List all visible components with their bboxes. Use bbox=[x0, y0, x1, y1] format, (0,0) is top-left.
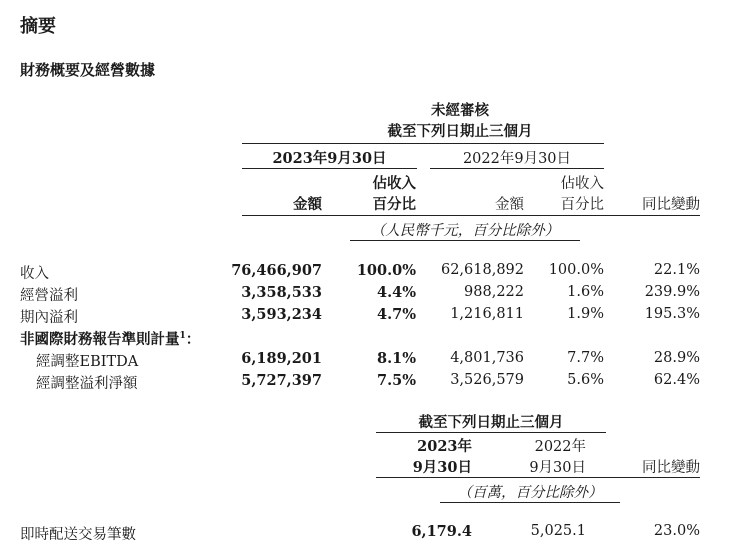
date-2022-rule bbox=[430, 168, 604, 169]
col-amount-2022: 金額 bbox=[495, 197, 524, 213]
amount-2023: 6,189,201 bbox=[241, 350, 322, 367]
pct-2022: 5.6% bbox=[567, 372, 604, 388]
amount-2022: 3,526,579 bbox=[450, 372, 524, 388]
table2-columns-rule bbox=[376, 477, 700, 478]
header-unaudited: 未經審核 bbox=[431, 102, 489, 119]
row-label: 期內溢利 bbox=[20, 310, 78, 326]
pct-2023: 7.5% bbox=[376, 372, 416, 389]
pct-2023: 4.4% bbox=[376, 284, 416, 301]
date-2023-rule bbox=[242, 168, 417, 169]
col-pct-2023-line1: 佔收入 bbox=[372, 175, 416, 192]
yoy: 239.9% bbox=[644, 284, 700, 300]
header-rule bbox=[242, 143, 604, 144]
col-pct-2022-line1: 佔收入 bbox=[560, 176, 604, 192]
amount-2022: 62,618,892 bbox=[440, 262, 524, 278]
section-title: 摘要 bbox=[20, 16, 56, 37]
table2-date-2022-line1: 2022年 bbox=[534, 439, 586, 455]
yoy: 28.9% bbox=[653, 350, 700, 366]
amount-2022: 4,801,736 bbox=[450, 350, 524, 366]
yoy: 23.0% bbox=[653, 523, 700, 539]
table2-header-period: 截至下列日期止三個月 bbox=[418, 414, 564, 431]
section-subtitle: 財務概要及經營數據 bbox=[20, 61, 156, 79]
row-label: 經調整EBITDA bbox=[36, 354, 139, 370]
amount-2023: 3,593,234 bbox=[241, 306, 322, 323]
table2-date-2023-line1: 2023年 bbox=[417, 438, 472, 455]
unit-note-rule bbox=[350, 240, 580, 241]
amount-2022: 1,216,811 bbox=[450, 306, 524, 322]
yoy: 22.1% bbox=[653, 262, 700, 278]
table2-date-2023-line2: 9月30日 bbox=[412, 459, 472, 476]
col-yoy: 同比變動 bbox=[642, 197, 700, 213]
pct-2023: 4.7% bbox=[376, 306, 416, 323]
pct-2022: 1.9% bbox=[567, 306, 604, 322]
amount-2023: 76,466,907 bbox=[231, 262, 322, 279]
row-label: 經營溢利 bbox=[20, 288, 78, 304]
row-label: 收入 bbox=[20, 266, 49, 282]
table2-date-2022-line2: 9月30日 bbox=[529, 460, 586, 476]
table2-col-yoy: 同比變動 bbox=[642, 460, 700, 476]
col-pct-2022-line2: 百分比 bbox=[560, 197, 604, 213]
yoy: 62.4% bbox=[653, 372, 700, 388]
amount-2023: 5,727,397 bbox=[241, 372, 322, 389]
unit-note: （人民幣千元，百分比除外） bbox=[370, 223, 560, 239]
pct-2022: 1.6% bbox=[567, 284, 604, 300]
table2-unit-note-rule bbox=[440, 502, 620, 503]
header-date-2022: 2022年9月30日 bbox=[462, 151, 572, 167]
table2-unit-note: （百萬，百分比除外） bbox=[457, 485, 603, 501]
columns-rule bbox=[242, 215, 700, 216]
row-label: 即時配送交易筆數 bbox=[20, 527, 136, 543]
amount-2023: 3,358,533 bbox=[241, 284, 322, 301]
col-amount-2023: 金額 bbox=[293, 196, 322, 213]
value-2023: 6,179.4 bbox=[411, 523, 472, 540]
header-period: 截至下列日期止三個月 bbox=[387, 123, 533, 140]
col-pct-2023-line2: 百分比 bbox=[372, 196, 416, 213]
value-2022: 5,025.1 bbox=[530, 523, 586, 539]
amount-2022: 988,222 bbox=[464, 284, 524, 300]
table2-header-rule bbox=[376, 432, 606, 433]
pct-2023: 100.0% bbox=[356, 262, 416, 279]
pct-2022: 100.0% bbox=[548, 262, 604, 278]
yoy: 195.3% bbox=[644, 306, 700, 322]
row-label: 經調整溢利淨額 bbox=[36, 376, 138, 392]
non-ifrs-heading: 非國際財務報告準則計量$^1$： bbox=[20, 331, 201, 348]
pct-2022: 7.7% bbox=[567, 350, 604, 366]
pct-2023: 8.1% bbox=[376, 350, 416, 367]
header-date-2023: 2023年9月30日 bbox=[272, 150, 387, 167]
